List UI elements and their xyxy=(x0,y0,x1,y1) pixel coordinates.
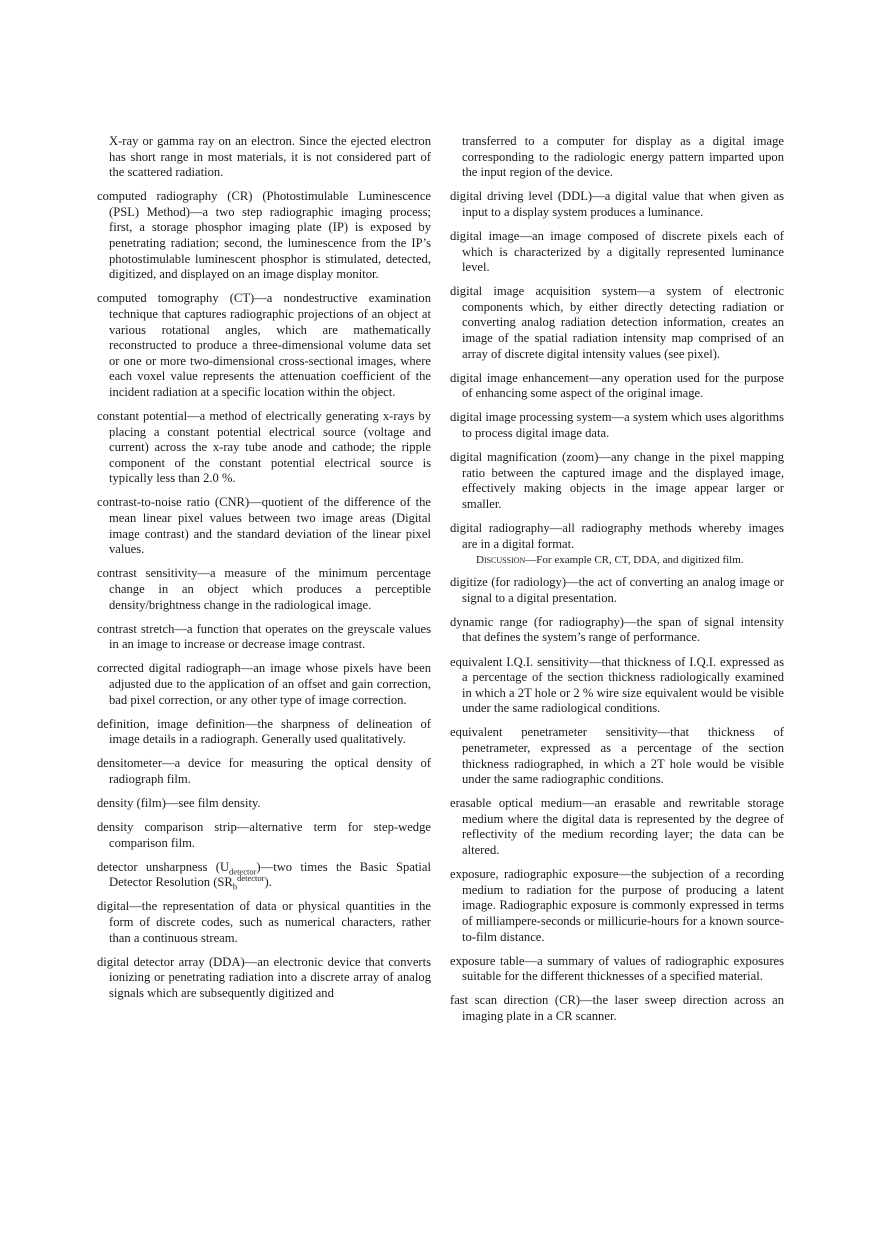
glossary-entry: digital detector array (DDA)—an electronic device that converts ionizing or penetrating radiation into a discrete array of analog signals which are subsequently digitized and xyxy=(97,954,431,1000)
glossary-entry: constant potential—a method of electrically generating x-rays by placing a constant potential electrical source (voltage and current) across the x-ray tube anode and cathode; the ripple component of the constant potential electrical source is typically less than 2.0 %. xyxy=(97,409,431,486)
discussion-label: Discussion xyxy=(476,553,526,566)
glossary-entry: digital radiography—all radiography methods whereby images are in a digital format. xyxy=(450,520,784,551)
glossary-entry: definition, image definition—the sharpness of delineation of image details in a radiograph. Generally used qualitatively. xyxy=(97,716,431,747)
discussion-text: —For example CR, CT, DDA, and digitized film. xyxy=(525,553,744,566)
glossary-entry: erasable optical medium—an erasable and rewritable storage medium where the digital data is represented by the degree of reflectivity of the medium recording layer; the data can be altered. xyxy=(450,796,784,858)
glossary-entry: digital magnification (zoom)—any change in the pixel mapping ratio between the captured image and the displayed image, effectively making objects in the image appear larger or smaller. xyxy=(450,450,784,511)
glossary-entry: contrast stretch—a function that operates on the greyscale values in an image to increase or decrease image contrast. xyxy=(97,621,431,652)
glossary-entry: contrast-to-noise ratio (CNR)—quotient of the difference of the mean linear pixel values between two image areas (Digital image contrast) and the standard deviation of the linear pixel values. xyxy=(97,495,431,557)
glossary-entry: digital—the representation of data or physical quantities in the form of discrete codes, such as numerical characters, rather than a continuous stream. xyxy=(97,899,431,945)
entry-text: ). xyxy=(264,875,272,890)
entry-text: detector unsharpness (U xyxy=(97,859,230,874)
glossary-entry: computed radiography (CR) (Photostimulable Luminescence (PSL) Method)—a two step radiographic imaging process; first, a storage phosphor imaging plate (IP) is exposed by penetrating radiation; second, the luminescence from the IP’s photostimulable luminescent phosphor is stimulated, detected, digitized, and displayed on an image display monitor. xyxy=(97,189,431,282)
glossary-entry: densitometer—a device for measuring the optical density of radiograph film. xyxy=(97,756,431,786)
glossary-entry: corrected digital radiograph—an image whose pixels have been adjusted due to the application of an offset and gain correction, bad pixel correction, or any other type of image correction. xyxy=(97,661,431,707)
glossary-entry-detector-unsharpness xyxy=(97,860,431,891)
glossary-entry: digitize (for radiology)—the act of converting an analog image or signal to a digital presentation. xyxy=(450,575,784,605)
subscript: detector xyxy=(229,866,257,877)
glossary-entry: digital image enhancement—any operation used for the purpose of enhancing some aspect of the original image. xyxy=(450,370,784,401)
glossary-entry: exposure table—a summary of values of radiographic exposures suitable for the different thicknesses of a specified material. xyxy=(450,953,784,984)
glossary-entry: dynamic range (for radiography)—the span of signal intensity that defines the system’s range of performance. xyxy=(450,614,784,645)
glossary-entry: digital image—an image composed of discrete pixels each of which is characterized by a digitally represented luminance level. xyxy=(450,228,784,275)
glossary-entry: X-ray or gamma ray on an electron. Since the ejected electron has short range in most materials, it is not considered part of the scattered radiation. xyxy=(109,134,431,180)
glossary-entry: fast scan direction (CR)—the laser sweep direction across an imaging plate in a CR scanner. xyxy=(450,993,784,1023)
discussion-note xyxy=(476,553,784,567)
glossary-entry: computed tomography (CT)—a nondestructive examination technique that captures radiographic projections of an object at various rotational angles, which are mathematically reconstructed to produce a three-dimensional volume data set or one or more two-dimensional cross-sectional images, where each voxel value represents the attenuation coefficient of the incident radiation at a specific location within the object. xyxy=(97,291,431,399)
entry-text: )—two times the Basic Spatial Detector Resolution (SR xyxy=(109,859,431,890)
glossary-entry: density comparison strip—alternative term for step-wedge comparison film. xyxy=(97,820,431,850)
glossary-entry: equivalent penetrameter sensitivity—that thickness of penetrameter, expressed as a percentage of the section thickness radiographed, in which a 2T hole would be visible under the same radiographic conditions. xyxy=(450,725,784,787)
glossary-entry: density (film)—see film density. xyxy=(97,795,261,810)
subscript: b xyxy=(232,881,238,892)
right-column xyxy=(450,134,784,1033)
glossary-entry: contrast sensitivity—a measure of the minimum percentage change in an object which produces a perceptible density/brightness change in the radiological image. xyxy=(97,566,431,612)
superscript: detector xyxy=(237,873,265,884)
glossary-entry: digital driving level (DDL)—a digital value that when given as input to a display system produces a luminance. xyxy=(450,189,784,219)
glossary-entry: digital image processing system—a system which uses algorithms to process digital image data. xyxy=(450,410,784,440)
left-column xyxy=(97,134,431,1010)
glossary-entry: exposure, radiographic exposure—the subjection of a recording medium to radiation for the purpose of producing a latent image. Radiographic exposure is commonly expressed in terms of milliampere-seconds or millicurie-hours for a known source-to-film distance. xyxy=(450,867,784,944)
glossary-entry: transferred to a computer for display as a digital image corresponding to the radiologic energy pattern imparted upon the input region of the device. xyxy=(462,134,784,180)
glossary-entry: digital image acquisition system—a system of electronic components which, by either directly detecting radiation or converting analog radiation detection information, creates an image of the spatial radiation intensity map comprised of an array of discrete digital intensity values (see pixel). xyxy=(450,284,784,361)
glossary-entry: equivalent I.Q.I. sensitivity—that thickness of I.Q.I. expressed as a percentage of the section thickness radiologically examined in which a 2T hole or 2 % wire size equivalent would be visible under the same radiological conditions. xyxy=(450,654,784,716)
